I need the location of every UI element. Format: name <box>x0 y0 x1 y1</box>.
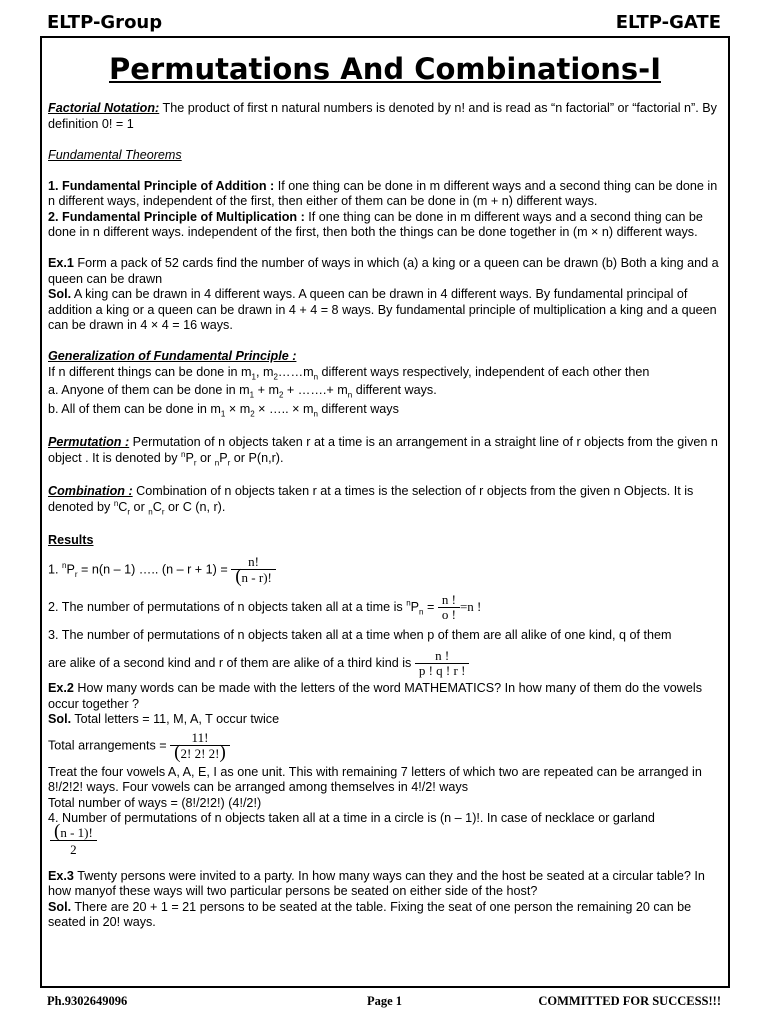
ex1-label: Ex.1 <box>48 256 74 270</box>
principle-multiplication-label: 2. Fundamental Principle of Multiplication : <box>48 209 305 224</box>
treat-vowels: Treat the four vowels A, A, E, I as one unit. This with remaining 7 letters of which two are repeated can be arranged in 8!/2!2! ways. Four vowels can be arranged among themselves in 4!/2! ways <box>48 764 702 794</box>
result1-fraction: $\frac{n!}{(n - r)!}$ <box>231 555 276 585</box>
result-2: 2. The number of permutations of n objects taken all at a time is $^nP_n$ = $\frac{n !}{o !}$ =n ! <box>48 591 482 622</box>
principle-addition <box>48 179 720 210</box>
ex2-fraction: $\frac{11!}{(2! 2! 2!)}$ <box>170 731 230 761</box>
generalization-line-3: b. All of them can be done in $m_1 \times m_2$ × ….. × $m_n$ different ways <box>48 401 399 419</box>
ex3-label: Ex.3 <box>48 868 74 883</box>
generalization-line-1: If n different things can be done in $m_1$, $m_2\dots\dots m_n$ different ways respectively, independent of each other then <box>48 364 650 382</box>
ex1-sol-text: A king can be drawn in 4 different ways. A queen can be drawn in 4 different ways. By fundamental principal of addition a king or a queen can be drawn in 4 + 4 = 8 ways. By fundamental principle of multiplication a king and a queen can be drawn in 4 × 4 = 16 ways. <box>48 287 717 332</box>
header-left: ELTP-Group <box>47 12 163 33</box>
example-3: Ex.3 Twenty persons were invited to a party. In how many ways can they and the host be seated at a circular table? In how manyof these ways will two particular persons be seated on either side of the host? <box>48 868 705 898</box>
result-1: 1. $^nP_r = n(n - 1)$ ….. (n – r + 1) = $\frac{n!}{(n - r)!}$ <box>48 555 720 585</box>
page-header <box>47 12 721 36</box>
result2-fraction: $\frac{n !}{o !}$ <box>438 593 460 622</box>
ex2-sol-label: Sol. <box>48 712 72 726</box>
combination-definition: Combination : Combination of n objects taken r at a times is the selection of r objects from the given n Objects. It is denoted by $^nC_r$ or $_nC_r$ or C (n, r). <box>48 484 694 517</box>
header-right: ELTP-GATE <box>615 12 721 33</box>
ex2-label: Ex.2 <box>48 681 74 695</box>
ex3-sol-label: Sol. <box>48 899 72 914</box>
generalization-line-2: a. Anyone of them can be done in $m_1 + m_2$ + …….+ $m_n$ different ways. <box>48 383 437 400</box>
combination-label: Combination : <box>48 484 133 498</box>
example-1 <box>48 256 720 287</box>
footer-page-number: Page 1 <box>367 994 403 1008</box>
fundamental-heading-text: Fundamental Theorems <box>48 147 182 162</box>
footer-phone: Ph.9302649096 <box>47 994 128 1008</box>
permutation-label: Permutation : <box>48 435 130 449</box>
generalization-heading-text: Generalization of Fundamental Principle : <box>48 349 297 363</box>
result3-fraction: $\frac{n !}{p ! q ! r !}$ <box>415 649 470 678</box>
result4-fraction: $\frac{(n - 1)!}{2}$ <box>50 825 97 857</box>
principle-addition-label: 1. Fundamental Principle of Addition : <box>48 178 275 193</box>
document-body <box>48 101 720 931</box>
factorial-paragraph <box>48 101 720 132</box>
principle-addition-text: If one thing can be done in m different ways and a second thing can be done in n different ways, independent of the first, then either of them can be done in (m + n) different ways. <box>48 178 718 208</box>
page-title: Permutations And Combinations-I <box>109 52 661 86</box>
fundamental-heading <box>48 148 720 164</box>
page-footer <box>47 994 721 1010</box>
footer-motto: COMMITTED FOR SUCCESS!!! <box>538 994 721 1008</box>
example-2: Ex.2 How many words can be made with the letters of the word MATHEMATICS? In how many of them do the vowels occur together ? <box>48 681 703 711</box>
generalization-heading <box>48 349 720 365</box>
factorial-label: Factorial Notation: <box>48 101 160 115</box>
permutation-definition: Permutation : Permutation of n objects taken r at a time is an arrangement in a straight line of r objects from the given n object . It is denoted by $^nP_r$ or $_nP_r$ or P(n,r). <box>48 435 718 468</box>
total-ways: Total number of ways = (8!/2!2!) (4!/2!) <box>48 795 262 810</box>
factorial-text: The product of first n natural numbers is denoted by n! and is read as “n factorial” or “factorial n”. By definition 0! = 1 <box>48 101 717 131</box>
example-3-solution: Sol. There are 20 + 1 = 21 persons to be seated at the table. Fixing the seat of one person the remaining 20 can be seated in 20! ways. <box>48 899 692 929</box>
principle-multiplication <box>48 210 720 241</box>
principle-multiplication-text: If one thing can be done in m different ways and a second thing can be done in n different ways. independent of the first, then both the things can be done together in (m × n) different ways. <box>48 209 703 239</box>
example-2-solution: Sol. Total letters = 11, M, A, T occur twice <box>48 712 280 726</box>
example-1-solution <box>48 287 720 334</box>
result-3-line-2: are alike of a second kind and r of them are alike of a third kind is $\frac{n !}{p ! q ! r !}$ <box>48 649 720 678</box>
results-heading <box>48 533 720 549</box>
page-frame <box>40 36 730 988</box>
result-4: 4. Number of permutations of n objects taken all at a time in a circle is (n – 1)!. In case of necklace or garland <box>48 811 655 825</box>
ex1-text: Form a pack of 52 cards find the number of ways in which (a) a king or a queen can be drawn (b) Both a king and a queen can be drawn <box>48 256 719 286</box>
ex1-sol-label: Sol. <box>48 287 72 301</box>
results-heading-text: Results <box>48 533 94 547</box>
total-arrangements: Total arrangements = $\frac{11!}{(2! 2! 2!)}$ <box>48 731 720 761</box>
result-3-line-1: 3. The number of permutations of n objects taken all at a time when p of them are all alike of one kind, q of them <box>48 627 672 642</box>
